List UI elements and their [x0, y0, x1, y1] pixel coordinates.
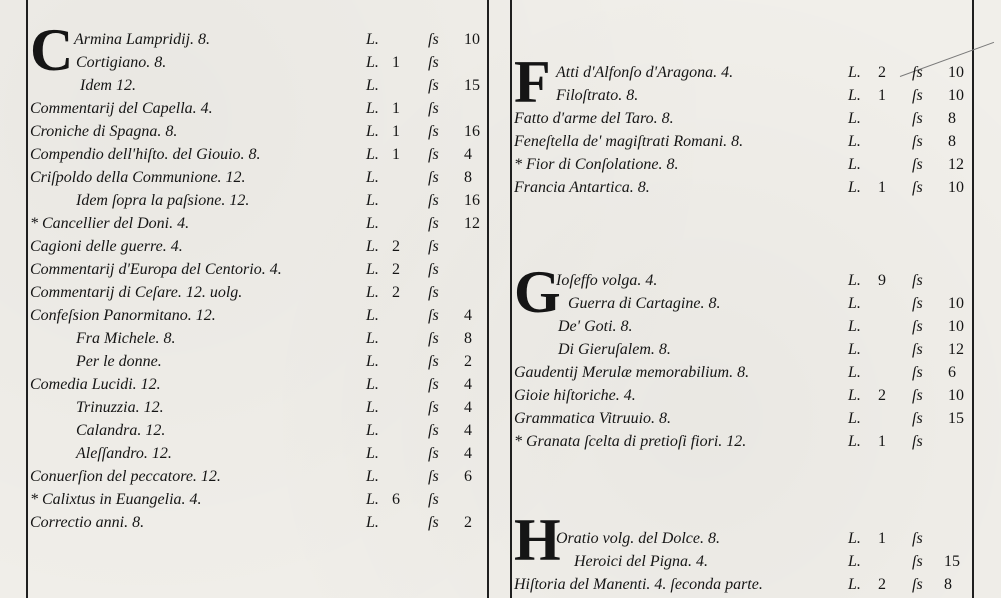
entry-soldi-amount: 8 [948, 110, 956, 127]
entry-lire: L. [366, 422, 379, 439]
entry-title: Commentarij di Ceſare. 12. uolg. [30, 284, 243, 301]
entry-lire-amount: 2 [878, 64, 886, 81]
entry-lire-amount: 9 [878, 272, 886, 289]
entry-soldi-amount: 2 [464, 514, 472, 531]
entry-lire: L. [848, 553, 861, 570]
entry-soldi-amount: 12 [948, 341, 964, 358]
dropcap-h: H [514, 507, 561, 573]
catalog-entry [0, 408, 1001, 430]
entry-soldi: ſs [912, 433, 923, 450]
catalog-entry [0, 528, 1001, 550]
entry-lire: L. [848, 318, 861, 335]
entry-lire: L. [366, 31, 379, 48]
entry-lire-amount: 2 [878, 387, 886, 404]
entry-lire: L. [366, 123, 379, 140]
entry-title: Feneſtella de' magiſtrati Romani. 8. [514, 133, 744, 150]
entry-lire: L. [848, 110, 861, 127]
entry-lire: L. [848, 179, 861, 196]
entry-soldi: ſs [428, 445, 439, 462]
entry-soldi-amount: 16 [464, 123, 480, 140]
entry-title: Guerra di Cartagine. 8. [568, 295, 721, 312]
entry-title: Cagioni delle guerre. 4. [30, 238, 183, 255]
entry-title: Idem ſopra la paſsione. 12. [76, 192, 250, 209]
entry-soldi: ſs [428, 307, 439, 324]
catalog-entry [0, 270, 1001, 292]
entry-lire: L. [848, 156, 861, 173]
entry-lire: L. [366, 192, 379, 209]
entry-lire: L. [366, 169, 379, 186]
entry-soldi-amount: 12 [464, 215, 480, 232]
entry-lire: L. [848, 410, 861, 427]
entry-soldi-amount: 8 [464, 330, 472, 347]
entry-title: Oratio volg. del Dolce. 8. [556, 530, 720, 547]
entry-soldi-amount: 16 [464, 192, 480, 209]
entry-soldi: ſs [912, 341, 923, 358]
entry-title: Heroici del Pigna. 4. [574, 553, 709, 570]
entry-lire: L. [848, 133, 861, 150]
entry-lire: L. [366, 54, 379, 71]
entry-soldi: ſs [912, 156, 923, 173]
entry-title: Fra Michele. 8. [76, 330, 176, 347]
entry-soldi-amount: 10 [948, 179, 964, 196]
entry-lire-amount: 1 [392, 146, 400, 163]
entry-title: * Calixtus in Euangelia. 4. [30, 491, 202, 508]
entry-lire: L. [366, 238, 379, 255]
entry-lire: L. [848, 87, 861, 104]
entry-title: Armina Lampridij. 8. [74, 31, 211, 48]
entry-soldi-amount: 10 [948, 318, 964, 335]
catalog-entry [0, 385, 1001, 407]
entry-title: Croniche di Spagna. 8. [30, 123, 178, 140]
entry-lire: L. [848, 295, 861, 312]
entry-lire: L. [848, 272, 861, 289]
entry-soldi-amount: 6 [948, 364, 956, 381]
entry-title: Correctio anni. 8. [30, 514, 145, 531]
entry-soldi: ſs [912, 410, 923, 427]
entry-soldi-amount: 15 [464, 77, 480, 94]
catalog-entry [0, 131, 1001, 153]
entry-soldi: ſs [912, 272, 923, 289]
entry-soldi-amount: 8 [464, 169, 472, 186]
entry-soldi-amount: 15 [944, 553, 960, 570]
entry-title: Per le donne. [76, 353, 162, 370]
entry-soldi: ſs [428, 468, 439, 485]
dropcap-c: C [30, 17, 74, 83]
entry-soldi: ſs [912, 295, 923, 312]
entry-soldi: ſs [428, 215, 439, 232]
entry-soldi: ſs [428, 54, 439, 71]
entry-soldi: ſs [428, 491, 439, 508]
entry-title: Criſpoldo della Communione. 12. [30, 169, 246, 186]
entry-soldi-amount: 10 [464, 31, 480, 48]
entry-lire: L. [366, 399, 379, 416]
catalog-entry [0, 177, 1001, 199]
entry-title: Grammatica Vitruuio. 8. [514, 410, 672, 427]
entry-title: Francia Antartica. 8. [514, 179, 650, 196]
entry-soldi: ſs [428, 514, 439, 531]
catalog-entry [0, 213, 1001, 235]
entry-lire: L. [366, 353, 379, 370]
entry-lire-amount: 6 [392, 491, 400, 508]
catalog-entry [0, 489, 1001, 511]
entry-soldi: ſs [428, 238, 439, 255]
entry-title: Commentarij d'Europa del Centorio. 4. [30, 261, 282, 278]
catalog-entry [0, 62, 1001, 84]
entry-soldi: ſs [428, 192, 439, 209]
entry-lire: L. [366, 491, 379, 508]
catalog-entry [0, 108, 1001, 130]
entry-lire-amount: 1 [878, 530, 886, 547]
entry-lire: L. [848, 433, 861, 450]
entry-soldi-amount: 8 [948, 133, 956, 150]
entry-lire-amount: 1 [878, 433, 886, 450]
entry-title: Aleſſandro. 12. [76, 445, 172, 462]
entry-title: Gaudentij Merulæ memorabilium. 8. [514, 364, 750, 381]
entry-lire: L. [366, 445, 379, 462]
entry-lire: L. [848, 576, 861, 593]
entry-soldi: ſs [428, 31, 439, 48]
entry-lire-amount: 1 [878, 87, 886, 104]
catalog-entry [0, 574, 1001, 596]
entry-soldi: ſs [428, 330, 439, 347]
catalog-entry [0, 316, 1001, 338]
catalog-entry [0, 29, 1001, 51]
entry-soldi: ſs [912, 179, 923, 196]
catalog-entry [0, 362, 1001, 384]
entry-soldi: ſs [428, 399, 439, 416]
entry-soldi: ſs [428, 77, 439, 94]
entry-soldi: ſs [912, 318, 923, 335]
entry-title: Trinuzzia. 12. [76, 399, 164, 416]
dropcap-f: F [514, 49, 551, 115]
entry-soldi: ſs [912, 530, 923, 547]
entry-soldi-amount: 4 [464, 307, 472, 324]
entry-soldi-amount: 4 [464, 376, 472, 393]
catalog-entry [0, 551, 1001, 573]
entry-soldi-amount: 4 [464, 422, 472, 439]
entry-soldi: ſs [428, 261, 439, 278]
entry-lire: L. [366, 307, 379, 324]
entry-lire-amount: 2 [392, 284, 400, 301]
entry-soldi: ſs [428, 100, 439, 117]
entry-title: Gioie hiſtoriche. 4. [514, 387, 636, 404]
catalog-entry [0, 85, 1001, 107]
entry-soldi-amount: 10 [948, 64, 964, 81]
entry-soldi-amount: 10 [948, 295, 964, 312]
entry-lire: L. [848, 364, 861, 381]
entry-title: Di Gieruſalem. 8. [558, 341, 671, 358]
catalog-entry [0, 154, 1001, 176]
entry-lire-amount: 2 [392, 238, 400, 255]
entry-soldi: ſs [428, 123, 439, 140]
entry-soldi-amount: 4 [464, 399, 472, 416]
entry-soldi: ſs [428, 284, 439, 301]
catalog-entry [0, 431, 1001, 453]
entry-lire: L. [848, 530, 861, 547]
catalog-entry [0, 293, 1001, 315]
entry-lire: L. [848, 64, 861, 81]
entry-soldi-amount: 4 [464, 445, 472, 462]
entry-soldi-amount: 15 [948, 410, 964, 427]
entry-lire-amount: 1 [392, 100, 400, 117]
entry-title: Calandra. 12. [76, 422, 166, 439]
entry-title: Cortigiano. 8. [76, 54, 167, 71]
entry-lire: L. [366, 468, 379, 485]
entry-title: * Granata ſcelta di pretioſi fiori. 12. [514, 433, 747, 450]
entry-soldi-amount: 10 [948, 387, 964, 404]
entry-title: * Fior di Conſolatione. 8. [514, 156, 679, 173]
entry-title: Hiſtoria del Manenti. 4. ſeconda parte. [514, 576, 763, 593]
entry-title: Filoſtrato. 8. [556, 87, 639, 104]
entry-title: Commentarij del Capella. 4. [30, 100, 213, 117]
dropcap-g: G [514, 259, 561, 325]
entry-lire-amount: 1 [392, 123, 400, 140]
entry-soldi: ſs [912, 133, 923, 150]
entry-soldi: ſs [912, 364, 923, 381]
entry-lire-amount: 1 [392, 54, 400, 71]
entry-soldi-amount: 6 [464, 468, 472, 485]
catalog-entry [0, 339, 1001, 361]
entry-soldi-amount: 12 [948, 156, 964, 173]
entry-soldi: ſs [428, 353, 439, 370]
entry-title: * Cancellier del Doni. 4. [30, 215, 190, 232]
entry-soldi-amount: 4 [464, 146, 472, 163]
entry-soldi: ſs [912, 576, 923, 593]
entry-soldi-amount: 2 [464, 353, 472, 370]
entry-lire: L. [366, 146, 379, 163]
entry-soldi: ſs [912, 87, 923, 104]
entry-soldi: ſs [428, 422, 439, 439]
entry-title: De' Goti. 8. [558, 318, 633, 335]
entry-title: Atti d'Alfonſo d'Aragona. 4. [556, 64, 734, 81]
entry-lire: L. [366, 100, 379, 117]
entry-soldi-amount: 8 [944, 576, 952, 593]
entry-soldi: ſs [912, 387, 923, 404]
entry-lire: L. [848, 341, 861, 358]
entry-lire: L. [366, 261, 379, 278]
entry-title: Idem 12. [80, 77, 136, 94]
entry-title: Compendio dell'hiſto. del Giouio. 8. [30, 146, 261, 163]
entry-soldi: ſs [428, 169, 439, 186]
entry-lire: L. [366, 514, 379, 531]
entry-soldi: ſs [912, 64, 923, 81]
entry-soldi-amount: 10 [948, 87, 964, 104]
entry-soldi: ſs [912, 553, 923, 570]
entry-lire: L. [366, 376, 379, 393]
entry-soldi: ſs [428, 146, 439, 163]
entry-title: Fatto d'arme del Taro. 8. [514, 110, 674, 127]
entry-lire: L. [366, 77, 379, 94]
entry-title: Conuerſion del peccatore. 12. [30, 468, 221, 485]
entry-title: Comedia Lucidi. 12. [30, 376, 161, 393]
entry-title: Ioſeffo volga. 4. [556, 272, 658, 289]
entry-soldi: ſs [428, 376, 439, 393]
catalog-entry [0, 466, 1001, 488]
entry-title: Confeſsion Panormitano. 12. [30, 307, 216, 324]
entry-lire-amount: 1 [878, 179, 886, 196]
catalog-entry [0, 236, 1001, 258]
entry-lire: L. [366, 215, 379, 232]
entry-lire-amount: 2 [878, 576, 886, 593]
entry-soldi: ſs [912, 110, 923, 127]
entry-lire: L. [848, 387, 861, 404]
entry-lire: L. [366, 330, 379, 347]
entry-lire: L. [366, 284, 379, 301]
entry-lire-amount: 2 [392, 261, 400, 278]
